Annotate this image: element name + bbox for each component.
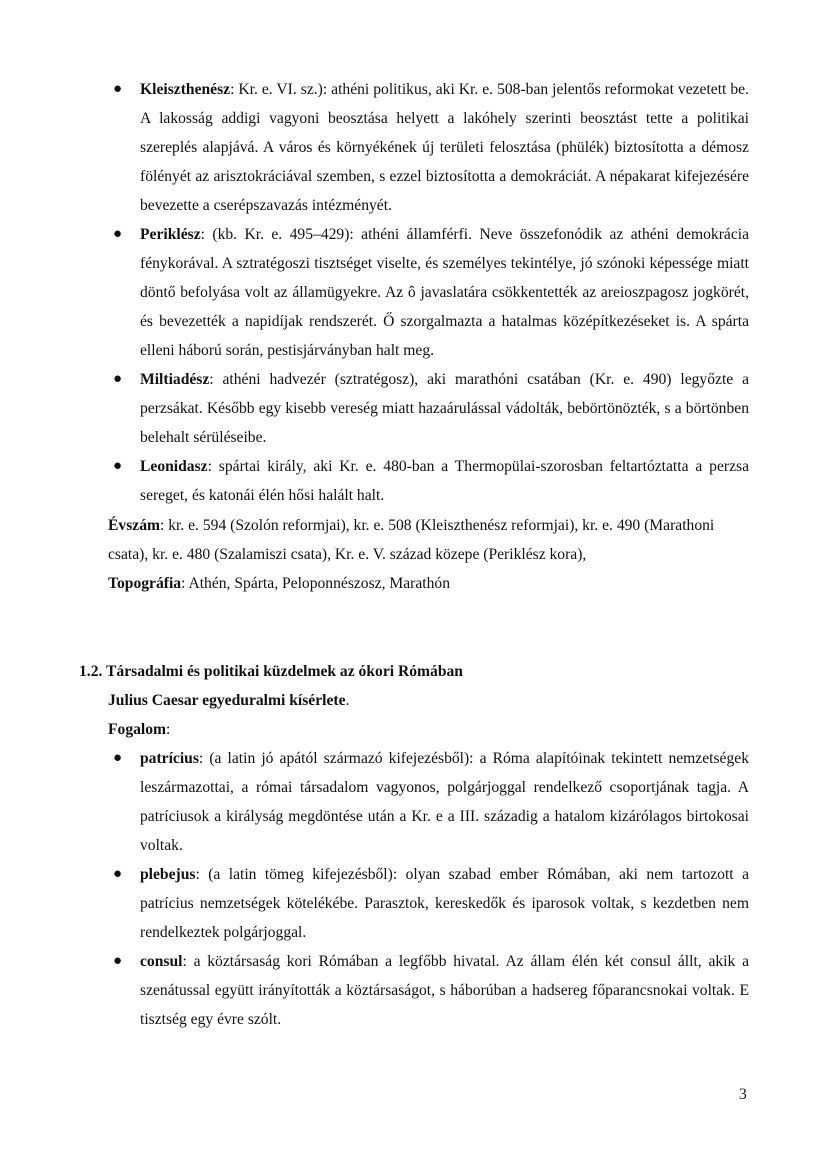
- topografia-paragraph: [108, 569, 749, 598]
- page-number: 3: [739, 1086, 747, 1103]
- bullet-icon: ●: [113, 81, 123, 97]
- list-item: [0, 220, 828, 365]
- list-item: [0, 75, 828, 220]
- definition: : (a latin jó apától származó kifejezésből): a Róma alapítóinak tekintett nemzetségek leszármazottai, a római társadalom vagyonos, polgárjoggal rendelkező csoportjának tagja. A patríciusok a királyság megdöntése után a Kr. e a III. századig a hatalom kizárólagos birtokosai voltak.: [140, 750, 749, 854]
- term: Periklész: [140, 226, 201, 243]
- concept-list: [0, 744, 828, 1034]
- term: plebejus: [140, 866, 196, 883]
- fogalom-text: Fogalom: [108, 721, 167, 738]
- list-item: [0, 860, 828, 947]
- definition: : Kr. e. VI. sz.): athéni politikus, aki Kr. e. 508-ban jelentős reformokat vezetett be. A lakosság addigi vagyoni beosztása helyett a lakóhely szerinti beosztást tette a politikai szereplés alapjává. A város és környékének új területi felosztása (phülék) biztosította a démosz fölényét az arisztokráciával szemben, s ezzel biztosította a demokráciát. A népakarat kifejezésére bevezette a cserépszavazás intézményét.: [140, 81, 749, 214]
- fogalom-suffix: :: [166, 721, 171, 738]
- bullet-icon: ●: [113, 458, 123, 474]
- term: patrícius: [140, 750, 199, 767]
- person-list: [0, 75, 828, 510]
- term: Miltiadész: [140, 371, 210, 388]
- topografia-text: : Athén, Spárta, Peloponnészosz, Marathón: [181, 575, 451, 592]
- bullet-icon: ●: [113, 750, 123, 766]
- bullet-icon: ●: [113, 226, 123, 242]
- bullet-icon: ●: [113, 371, 123, 387]
- list-item: [0, 365, 828, 452]
- fogalom-label: [108, 715, 170, 744]
- term: Kleiszthenész: [140, 81, 231, 98]
- evszam-paragraph: [108, 511, 749, 569]
- subheading-text: Julius Caesar egyeduralmi kísérlete: [108, 692, 346, 709]
- definition: : (kb. Kr. e. 495–429): athéni államférfi. Neve összefonódik az athéni demokrácia fénykorával. A sztratégoszi tisztséget viselte, és személyes tekintélye, jó szónoki képessége miatt döntő befolyása volt az államügyekre. Az ô javaslatára csökkentették az areioszpagosz jogkörét, és bevezették a napidíjak rendszerét. Ő szorgalmazta a hatalmas középítkezéseket is. A spárta elleni háború során, pestisjárványban halt meg.: [140, 226, 749, 359]
- definition: : athéni hadvezér (sztratégosz), aki marathóni csatában (Kr. e. 490) legyőzte a perzsákat. Később egy kisebb vereség miatt hazaárulással vádolták, bebörtönözték, s a börtönben belehalt sérüléseibe.: [140, 371, 749, 446]
- definition: : (a latin tömeg kifejezésből): olyan szabad ember Rómában, aki nem tartozott a patrícius nemzetségek kötelékébe. Parasztok, kereskedők és iparosok voltak, s kezdetben nem rendelkeztek polgárjoggal.: [140, 866, 749, 941]
- subheading-suffix: .: [345, 692, 350, 709]
- definition: : spártai király, aki Kr. e. 480-ban a Thermopülai-szorosban feltartóztatta a perzsa sereget, és katonái élén hősi halált halt.: [140, 458, 749, 504]
- evszam-label: Évszám: [108, 517, 160, 534]
- section-subheading: [108, 686, 349, 715]
- section-heading: 1.2. Társadalmi és politikai küzdelmek az ókori Rómában: [79, 663, 463, 680]
- bullet-icon: ●: [113, 953, 123, 969]
- bullet-icon: ●: [113, 866, 123, 882]
- topografia-label: Topográfia: [108, 575, 182, 592]
- list-item: [0, 452, 828, 510]
- evszam-text: : kr. e. 594 (Szolón reformjai), kr. e. 508 (Kleiszthenész reformjai), kr. e. 490 (Marathoni csata), kr. e. 480 (Szalamiszi csata), Kr. e. V. század közepe (Periklész kora),: [108, 517, 715, 563]
- list-item: [0, 744, 828, 860]
- term: Leonidasz: [140, 458, 208, 475]
- list-item: [0, 947, 828, 1034]
- definition: : a köztársaság kori Rómában a legfőbb hivatal. Az állam élén két consul állt, akik a szenátussal együtt irányították a köztársaságot, s háborúban a hadsereg főparancsnokai voltak. E tisztség egy évre szólt.: [140, 953, 749, 1028]
- term: consul: [140, 953, 183, 970]
